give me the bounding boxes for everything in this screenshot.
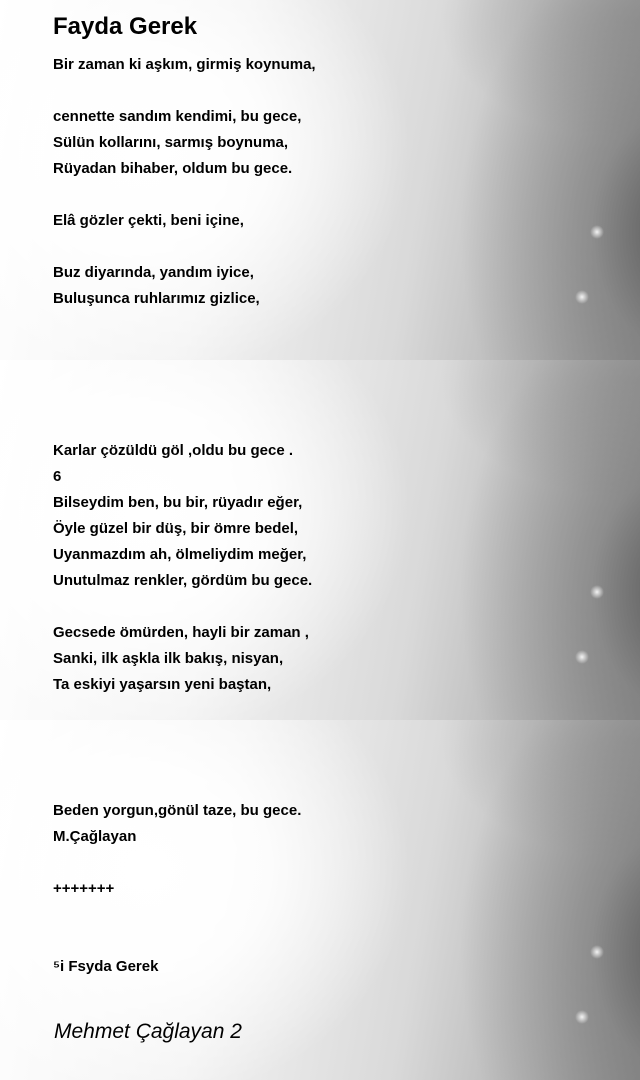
poem-line: Bilseydim ben, bu bir, rüyadır eğer, [53, 494, 303, 511]
poem-line [53, 78, 316, 104]
poem-line: ⁵i Fsyda Gerek [53, 958, 159, 975]
poem-line: Öyle güzel bir düş, bir ömre bedel, [53, 520, 299, 537]
sparkle-decoration [575, 1010, 589, 1024]
sparkle-decoration [575, 290, 589, 304]
poem-line: Karlar çözüldü göl ,oldu bu gece . [53, 442, 294, 459]
poem-line: Unutulmaz renkler, gördüm bu gece. [53, 572, 313, 589]
poem-line [53, 902, 301, 928]
poem-lines [53, 772, 301, 980]
poem-line: Gecsede ömürden, hayli bir zaman , [53, 624, 309, 641]
poem-lines [53, 412, 312, 698]
poem-panel-2 [0, 360, 640, 720]
poem-panel-3 [0, 720, 640, 1080]
poem-line: Elâ gözler çekti, beni içine, [53, 212, 244, 229]
poem-line [53, 412, 312, 438]
poem-title: Fayda Gerek [53, 13, 198, 40]
poem-line: Ta eskiyi yaşarsın yeni baştan, [53, 676, 272, 693]
sparkle-decoration [590, 225, 604, 239]
poem-line [53, 182, 316, 208]
poem-line: M.Çağlayan [53, 828, 137, 845]
poem-line [53, 594, 312, 620]
sparkle-decoration [590, 945, 604, 959]
poem-line: Uyanmazdım ah, ölmeliydim meğer, [53, 546, 307, 563]
poem-line: +++++++ [53, 880, 115, 897]
poem-lines [53, 52, 316, 312]
author-name: Mehmet Çağlayan 2 [54, 1020, 242, 1043]
poem-line: Sanki, ilk aşkla ilk bakış, nisyan, [53, 650, 284, 667]
poem-line [53, 772, 301, 798]
poem-line: Bir zaman ki aşkım, girmiş koynuma, [53, 56, 316, 73]
poem-line: 6 [53, 468, 62, 485]
sparkle-decoration [575, 650, 589, 664]
poem-line: Buz diyarında, yandım iyice, [53, 264, 254, 281]
poem-line: Sülün kollarını, sarmış boynuma, [53, 134, 289, 151]
poem-line [53, 928, 301, 954]
poem-line [53, 850, 301, 876]
poem-line: Rüyadan bihaber, oldum bu gece. [53, 160, 293, 177]
poem-line [53, 234, 316, 260]
poem-line: cennette sandım kendimi, bu gece, [53, 108, 302, 125]
poem-line: Buluşunca ruhlarımız gizlice, [53, 290, 260, 307]
poem-line: Beden yorgun,gönül taze, bu gece. [53, 802, 302, 819]
poem-panel-1 [0, 0, 640, 360]
sparkle-decoration [590, 585, 604, 599]
